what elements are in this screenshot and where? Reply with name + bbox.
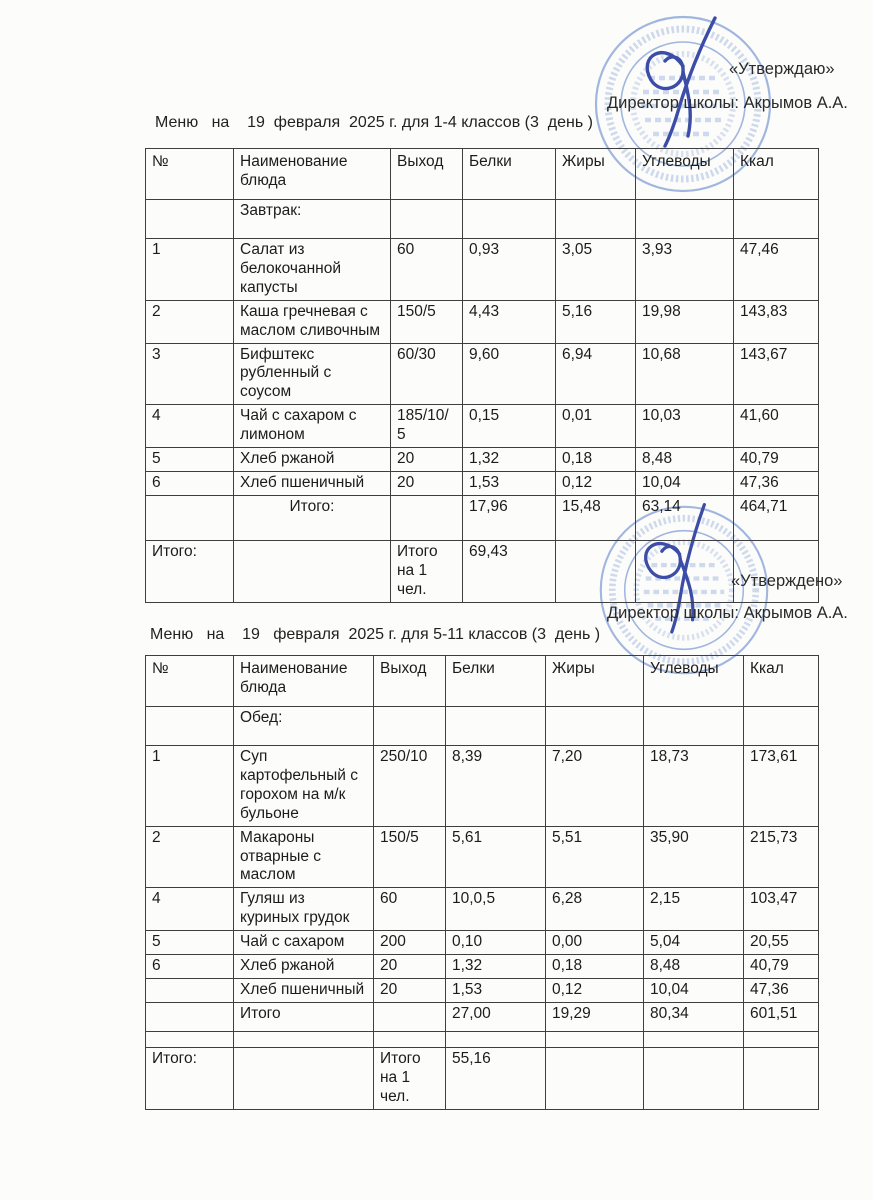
column-header: Белки	[446, 656, 546, 707]
column-header: Жиры	[546, 656, 644, 707]
menu-title-grades-1-4: Меню на 19 февраля 2025 г. для 1-4 классов (3 день )	[155, 114, 593, 131]
table-cell	[234, 540, 391, 602]
column-header: Углеводы	[636, 149, 734, 200]
table-cell: 6,94	[556, 343, 636, 405]
table-cell: 47,36	[734, 471, 819, 495]
table-row	[146, 746, 819, 827]
table-row	[146, 955, 819, 979]
table-cell: 1,32	[446, 955, 546, 979]
approval-director-line: Директор школы: Акрымов А.А.	[607, 604, 848, 622]
column-header: Выход	[374, 656, 446, 707]
table-cell: Хлеб ржаной	[234, 955, 374, 979]
table-cell: 5,04	[644, 931, 744, 955]
column-header: Наименование блюда	[234, 149, 391, 200]
table-cell: 150/5	[391, 300, 463, 343]
table-cell: Суп картофельный с горохом на м/к бульоне	[234, 746, 374, 827]
column-header: Ккал	[734, 149, 819, 200]
table-cell: Хлеб ржаной	[234, 448, 391, 472]
table-row	[146, 343, 819, 405]
table-row	[146, 471, 819, 495]
column-header: Ккал	[744, 656, 819, 707]
table-row	[146, 540, 819, 602]
table-cell: 4	[146, 888, 234, 931]
table-cell: Итого:	[146, 540, 234, 602]
table-cell	[374, 707, 446, 746]
table-cell: Итого на 1 чел.	[391, 540, 463, 602]
table-cell: Хлеб пшеничный	[234, 978, 374, 1002]
table-cell	[446, 1031, 546, 1047]
column-header: №	[146, 656, 234, 707]
table-cell: 6	[146, 471, 234, 495]
table-cell: 103,47	[744, 888, 819, 931]
table-cell	[446, 707, 546, 746]
table-cell	[546, 707, 644, 746]
table-cell: Чай с сахаром	[234, 931, 374, 955]
table-cell	[744, 1047, 819, 1109]
table-cell: 4,43	[463, 300, 556, 343]
table-cell: 1	[146, 746, 234, 827]
table-cell	[644, 1047, 744, 1109]
table-cell: 19,98	[636, 300, 734, 343]
table-cell: 20	[374, 978, 446, 1002]
table-cell: 27,00	[446, 1002, 546, 1031]
table-cell: 41,60	[734, 405, 819, 448]
table-cell: 250/10	[374, 746, 446, 827]
table-cell: 47,36	[744, 978, 819, 1002]
table-row	[146, 200, 819, 239]
table-cell: 601,51	[744, 1002, 819, 1031]
column-header: №	[146, 149, 234, 200]
table-cell	[391, 495, 463, 540]
table-cell	[146, 707, 234, 746]
table-cell: 60	[374, 888, 446, 931]
table-cell: 10,0,5	[446, 888, 546, 931]
table-cell: 60	[391, 239, 463, 301]
table-cell: 9,60	[463, 343, 556, 405]
table-cell: 0,12	[556, 471, 636, 495]
table-cell: 150/5	[374, 826, 446, 888]
table-cell: 0,18	[556, 448, 636, 472]
table-cell: 18,73	[644, 746, 744, 827]
table-cell: 8,39	[446, 746, 546, 827]
table-row	[146, 978, 819, 1002]
table-row	[146, 495, 819, 540]
column-header: Выход	[391, 149, 463, 200]
table-cell: 20,55	[744, 931, 819, 955]
table-cell: 5,61	[446, 826, 546, 888]
table-cell: 35,90	[644, 826, 744, 888]
table-cell: 1,53	[446, 978, 546, 1002]
approval-quote: «Утверждаю»	[729, 60, 835, 78]
table-row	[146, 1031, 819, 1047]
table-cell: 0,12	[546, 978, 644, 1002]
table-cell: Завтрак:	[234, 200, 391, 239]
table-cell: 55,16	[446, 1047, 546, 1109]
column-header: Углеводы	[644, 656, 744, 707]
table-cell	[374, 1002, 446, 1031]
table-cell: 15,48	[556, 495, 636, 540]
table-cell: 60/30	[391, 343, 463, 405]
table-cell: 3,05	[556, 239, 636, 301]
table-cell	[146, 1002, 234, 1031]
table-cell: 143,83	[734, 300, 819, 343]
table-row	[146, 405, 819, 448]
table-cell: Хлеб пшеничный	[234, 471, 391, 495]
table-cell	[463, 200, 556, 239]
table-row	[146, 1047, 819, 1109]
table-cell: 40,79	[734, 448, 819, 472]
table-cell: 40,79	[744, 955, 819, 979]
table-cell: 8,48	[636, 448, 734, 472]
table-header-row	[146, 149, 819, 200]
table-row	[146, 931, 819, 955]
table-cell: 10,03	[636, 405, 734, 448]
table-cell: 7,20	[546, 746, 644, 827]
table-cell: 3	[146, 343, 234, 405]
approval-quote: «Утверждено»	[731, 572, 843, 590]
table-cell: 2	[146, 300, 234, 343]
table-cell: 47,46	[734, 239, 819, 301]
table-cell: 63,14	[636, 495, 734, 540]
table-cell: 1	[146, 239, 234, 301]
table-cell	[374, 1031, 446, 1047]
table-cell: 0,01	[556, 405, 636, 448]
table-cell	[546, 1047, 644, 1109]
table-cell: Итого	[234, 1002, 374, 1031]
menu-title-grades-5-11: Меню на 19 февраля 2025 г. для 5-11 классов (3 день )	[150, 626, 601, 643]
table-cell: 20	[391, 448, 463, 472]
table-cell: Гуляш из куриных грудок	[234, 888, 374, 931]
table-cell: 0,93	[463, 239, 556, 301]
table-cell	[234, 1047, 374, 1109]
table-cell: 3,93	[636, 239, 734, 301]
table-header-row	[146, 656, 819, 707]
table-cell: 0,15	[463, 405, 556, 448]
table-cell: 5	[146, 448, 234, 472]
table-cell	[734, 200, 819, 239]
table-cell: 1,32	[463, 448, 556, 472]
table-row	[146, 239, 819, 301]
table-row	[146, 300, 819, 343]
table-cell: 8,48	[644, 955, 744, 979]
approval-director-line: Директор школы: Акрымов А.А.	[607, 94, 848, 112]
table-cell: 5,51	[546, 826, 644, 888]
table-cell: 6	[146, 955, 234, 979]
table-cell	[146, 200, 234, 239]
table-cell: Итого:	[146, 1047, 234, 1109]
table-cell: 2	[146, 826, 234, 888]
menu-table-grades-5-11	[145, 655, 819, 1110]
table-cell	[744, 1031, 819, 1047]
column-header: Наименование блюда	[234, 656, 374, 707]
table-cell: 10,04	[636, 471, 734, 495]
table-cell	[391, 200, 463, 239]
table-cell	[556, 540, 636, 602]
menu-table-grades-1-4	[145, 148, 819, 603]
director-signature	[647, 18, 715, 146]
column-header: Жиры	[556, 149, 636, 200]
table-cell: Итого на 1 чел.	[374, 1047, 446, 1109]
table-cell	[744, 707, 819, 746]
table-cell: 185/10/5	[391, 405, 463, 448]
table-cell: 0,18	[546, 955, 644, 979]
table-row	[146, 826, 819, 888]
table-row	[146, 1002, 819, 1031]
table-cell: 215,73	[744, 826, 819, 888]
table-cell: 5	[146, 931, 234, 955]
table-cell: Бифштекс рубленный с соусом	[234, 343, 391, 405]
table-cell	[644, 707, 744, 746]
table-cell: 1,53	[463, 471, 556, 495]
table-cell	[636, 200, 734, 239]
table-cell: 69,43	[463, 540, 556, 602]
table-cell: Обед:	[234, 707, 374, 746]
table-cell: 80,34	[644, 1002, 744, 1031]
column-header: Белки	[463, 149, 556, 200]
table-cell: 200	[374, 931, 446, 955]
table-cell: 2,15	[644, 888, 744, 931]
table-cell: Макароны отварные с маслом	[234, 826, 374, 888]
table-cell: 20	[374, 955, 446, 979]
table-cell: 19,29	[546, 1002, 644, 1031]
table-cell	[146, 495, 234, 540]
table-cell: 10,68	[636, 343, 734, 405]
table-cell	[146, 978, 234, 1002]
table-cell: 20	[391, 471, 463, 495]
table-cell: 10,04	[644, 978, 744, 1002]
table-row	[146, 448, 819, 472]
table-cell: 464,71	[734, 495, 819, 540]
table-cell	[546, 1031, 644, 1047]
table-cell: Итого:	[234, 495, 391, 540]
table-cell: 6,28	[546, 888, 644, 931]
table-cell	[146, 1031, 234, 1047]
table-cell	[556, 200, 636, 239]
table-cell: Чай с сахаром с лимоном	[234, 405, 391, 448]
table-cell	[234, 1031, 374, 1047]
table-cell: 0,00	[546, 931, 644, 955]
table-cell: Каша гречневая с маслом сливочным	[234, 300, 391, 343]
table-cell: 17,96	[463, 495, 556, 540]
table-row	[146, 707, 819, 746]
table-cell	[644, 1031, 744, 1047]
table-cell: 4	[146, 405, 234, 448]
table-cell: 143,67	[734, 343, 819, 405]
table-cell: 0,10	[446, 931, 546, 955]
table-row	[146, 888, 819, 931]
table-cell: 173,61	[744, 746, 819, 827]
table-cell: Салат из белокочанной капусты	[234, 239, 391, 301]
table-cell	[636, 540, 734, 602]
table-cell: 5,16	[556, 300, 636, 343]
